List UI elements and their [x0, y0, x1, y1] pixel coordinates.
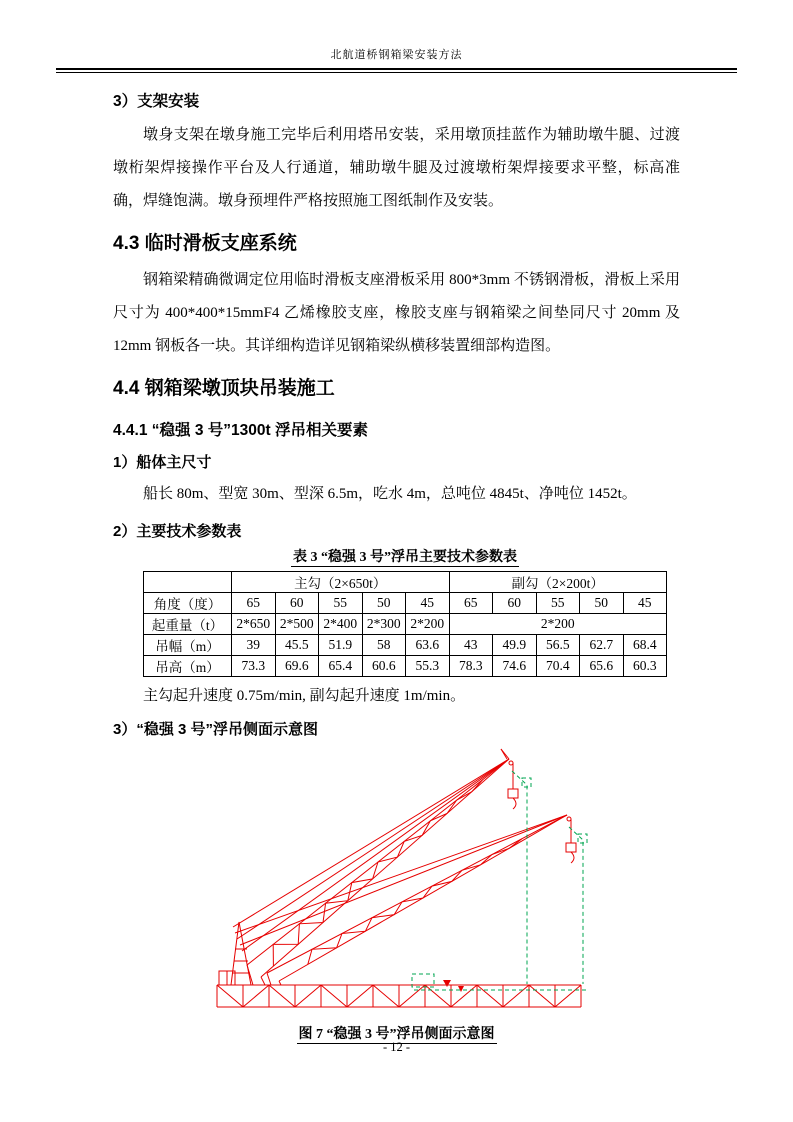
- table-row-label: 吊高（m）: [144, 656, 232, 677]
- table-cell: 65.4: [319, 656, 363, 677]
- deck-markers: [443, 980, 464, 992]
- table-cell: 2*400: [319, 614, 363, 635]
- table-cell: 2*650: [232, 614, 276, 635]
- table-cell: 2*500: [275, 614, 319, 635]
- table-cell: 50: [580, 593, 624, 614]
- heading-crane-basics: 4.4.1 “稳强 3 号”1300t 浮吊相关要素: [113, 422, 368, 439]
- page-content: [0, 91, 793, 1045]
- table-cell: 60.3: [623, 656, 667, 677]
- table-cell: 63.6: [406, 635, 450, 656]
- boom-envelope-outlines: [412, 771, 587, 990]
- table-cell: 43: [449, 635, 493, 656]
- table-cell: 65: [232, 593, 276, 614]
- table-row: [144, 593, 667, 614]
- table-cell: 49.9: [493, 635, 537, 656]
- heading-support-install: 3）支架安装: [113, 93, 200, 110]
- heading-sliding-bearing: 4.3 临时滑板支座系统: [113, 233, 297, 254]
- table-cell: 78.3: [449, 656, 493, 677]
- page-number: - 12 -: [382, 1040, 411, 1054]
- table-cell: 50: [362, 593, 406, 614]
- barge-truss: [217, 971, 581, 1007]
- table-cell: 65: [449, 593, 493, 614]
- table-cell: 60: [493, 593, 537, 614]
- table-cell: 68.4: [623, 635, 667, 656]
- heading-side-view: 3）“稳强 3 号”浮吊侧面示意图: [113, 721, 319, 738]
- figure-crane-side-view: [113, 745, 680, 1021]
- table-cell: 45: [623, 593, 667, 614]
- paragraph-sliding-bearing: 钢箱梁精确微调定位用临时滑板支座滑板采用 800*3mm 不锈钢滑板，滑板上采用尺寸为 400*400*15mmF4 乙烯橡胶支座，橡胶支座与钢箱梁之间垫同尺寸 20mm 及 12mm 钢板各一块。其详细构造详见钢箱梁纵横移装置细部构造图。: [113, 272, 680, 354]
- table-cell: 60.6: [362, 656, 406, 677]
- table-row-label: 角度（度）: [144, 593, 232, 614]
- table-cell: 45.5: [275, 635, 319, 656]
- page-header: [0, 0, 793, 73]
- table-cell: 73.3: [232, 656, 276, 677]
- table-row-label: 起重量（t）: [144, 614, 232, 635]
- table-cell: 55: [536, 593, 580, 614]
- figure-caption: 图 7 “稳强 3 号”浮吊侧面示意图: [298, 1027, 495, 1042]
- main-hook-block: [508, 763, 518, 809]
- heading-hoisting: 4.4 钢箱梁墩顶块吊装施工: [113, 378, 335, 399]
- table-row: [144, 614, 667, 635]
- header-rule-thick: [56, 68, 737, 70]
- table-title: 表 3 “稳强 3 号”浮吊主要技术参数表: [293, 550, 517, 565]
- table-cell: 2*200: [449, 614, 667, 635]
- table-cell: 51.9: [319, 635, 363, 656]
- table-row-label: 吊幅（m）: [144, 635, 232, 656]
- table-cell: 39: [232, 635, 276, 656]
- header-rule-thin: [56, 72, 737, 73]
- table-cell: 65.6: [580, 656, 624, 677]
- table-cell: 62.7: [580, 635, 624, 656]
- table-block: [143, 548, 667, 677]
- table-cell: 2*200: [406, 614, 450, 635]
- paragraph-hull-dimensions: 船长 80m、型宽 30m、型深 6.5m，吃水 4m，总吨位 4845t、净吨位 1452t。: [143, 486, 637, 502]
- table-cell: 55.3: [406, 656, 450, 677]
- table-group-header: 副勾（2×200t）: [449, 572, 667, 593]
- paragraph-support-install: 墩身支架在墩身施工完毕后利用塔吊安装，采用墩顶挂蓝作为辅助墩牛腿、过渡墩桁架焊接操作平台及人行通道，辅助墩牛腿及过渡墩桁架焊接要求平整，标高准确，焊缝饱满。墩身预埋件严格按照施工图纸制作及安装。: [113, 127, 680, 209]
- table-cell: 56.5: [536, 635, 580, 656]
- table-corner-cell: [144, 572, 232, 593]
- heading-tech-params: 2）主要技术参数表: [113, 523, 242, 540]
- table-cell: 70.4: [536, 656, 580, 677]
- crane-side-view-drawing: [209, 747, 609, 1015]
- table-cell: 60: [275, 593, 319, 614]
- table-cell: 69.6: [275, 656, 319, 677]
- aux-hook-block: [566, 819, 576, 863]
- table-row: [144, 635, 667, 656]
- crane-parameters-table: [143, 571, 667, 677]
- hoist-speed-note: 主勾起升速度 0.75m/min, 副勾起升速度 1m/min。: [143, 688, 466, 704]
- table-group-header: 主勾（2×650t）: [232, 572, 450, 593]
- header-title: 北航道桥钢箱梁安装方法: [330, 49, 463, 61]
- table-cell: 45: [406, 593, 450, 614]
- table-row: [144, 656, 667, 677]
- heading-hull-dimensions: 1）船体主尺寸: [113, 454, 212, 471]
- table-cell: 2*300: [362, 614, 406, 635]
- table-cell: 55: [319, 593, 363, 614]
- table-cell: 58: [362, 635, 406, 656]
- table-cell: 74.6: [493, 656, 537, 677]
